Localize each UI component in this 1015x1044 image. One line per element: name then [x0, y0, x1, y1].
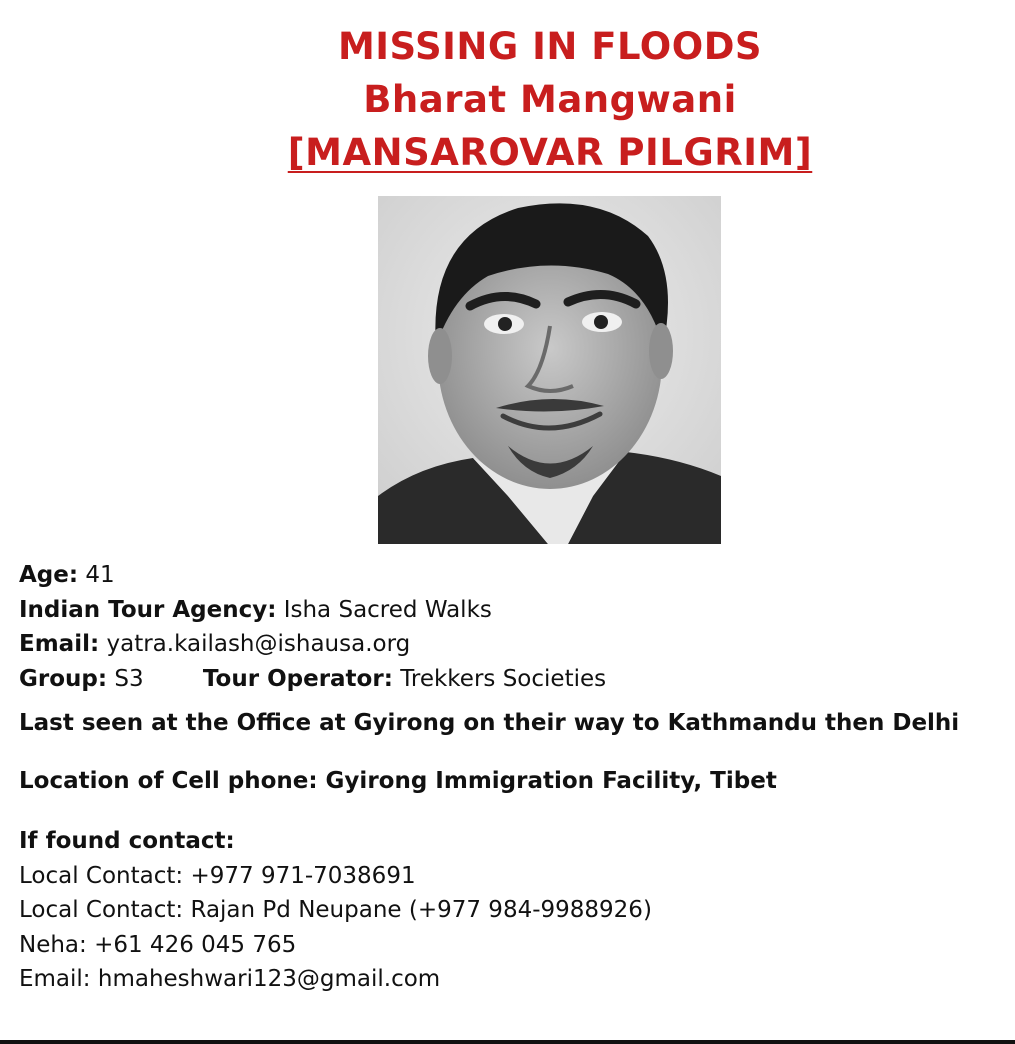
- age-value: 41: [85, 562, 115, 588]
- contact-line: Local Contact: +977 971-7038691: [19, 862, 416, 889]
- email-row: [19, 627, 606, 662]
- bottom-border: [0, 1040, 1015, 1044]
- group-value: S3: [114, 665, 144, 692]
- agency-label: Indian Tour Agency:: [19, 596, 277, 623]
- email-label: Email:: [19, 631, 100, 657]
- group-label: Group:: [19, 665, 108, 692]
- missing-person-name: Bharat Mangwani: [363, 78, 737, 121]
- last-seen-statement: Last seen at the Office at Gyirong on their way to Kathmandu then Delhi: [19, 710, 960, 736]
- poster-header: [0, 20, 1015, 179]
- operator-value: Trekkers Societies: [400, 665, 607, 692]
- group-operator-row: [19, 662, 606, 697]
- poster-title: MISSING IN FLOODS: [337, 25, 763, 68]
- agency-email: yatra.kailash@ishausa.org: [106, 631, 411, 657]
- agency-value: Isha Sacred Walks: [283, 596, 492, 623]
- contact-heading: If found contact:: [19, 828, 235, 854]
- contact-section: [19, 824, 652, 997]
- person-details: [19, 558, 606, 696]
- contact-line: Neha: +61 426 045 765: [19, 931, 297, 958]
- missing-person-photo: [378, 196, 721, 544]
- cell-location-statement: Location of Cell phone: Gyirong Immigration Facility, Tibet: [19, 768, 777, 794]
- operator-label: Tour Operator:: [202, 665, 393, 692]
- age-row: [19, 558, 606, 593]
- contact-line: Local Contact: Rajan Pd Neupane (+977 984-9988926): [19, 897, 652, 923]
- contact-line: Email: hmaheshwari123@gmail.com: [19, 966, 441, 992]
- poster-subtitle: [MANSAROVAR PILGRIM]: [287, 131, 813, 174]
- age-label: Age:: [19, 562, 79, 588]
- agency-row: [19, 593, 606, 628]
